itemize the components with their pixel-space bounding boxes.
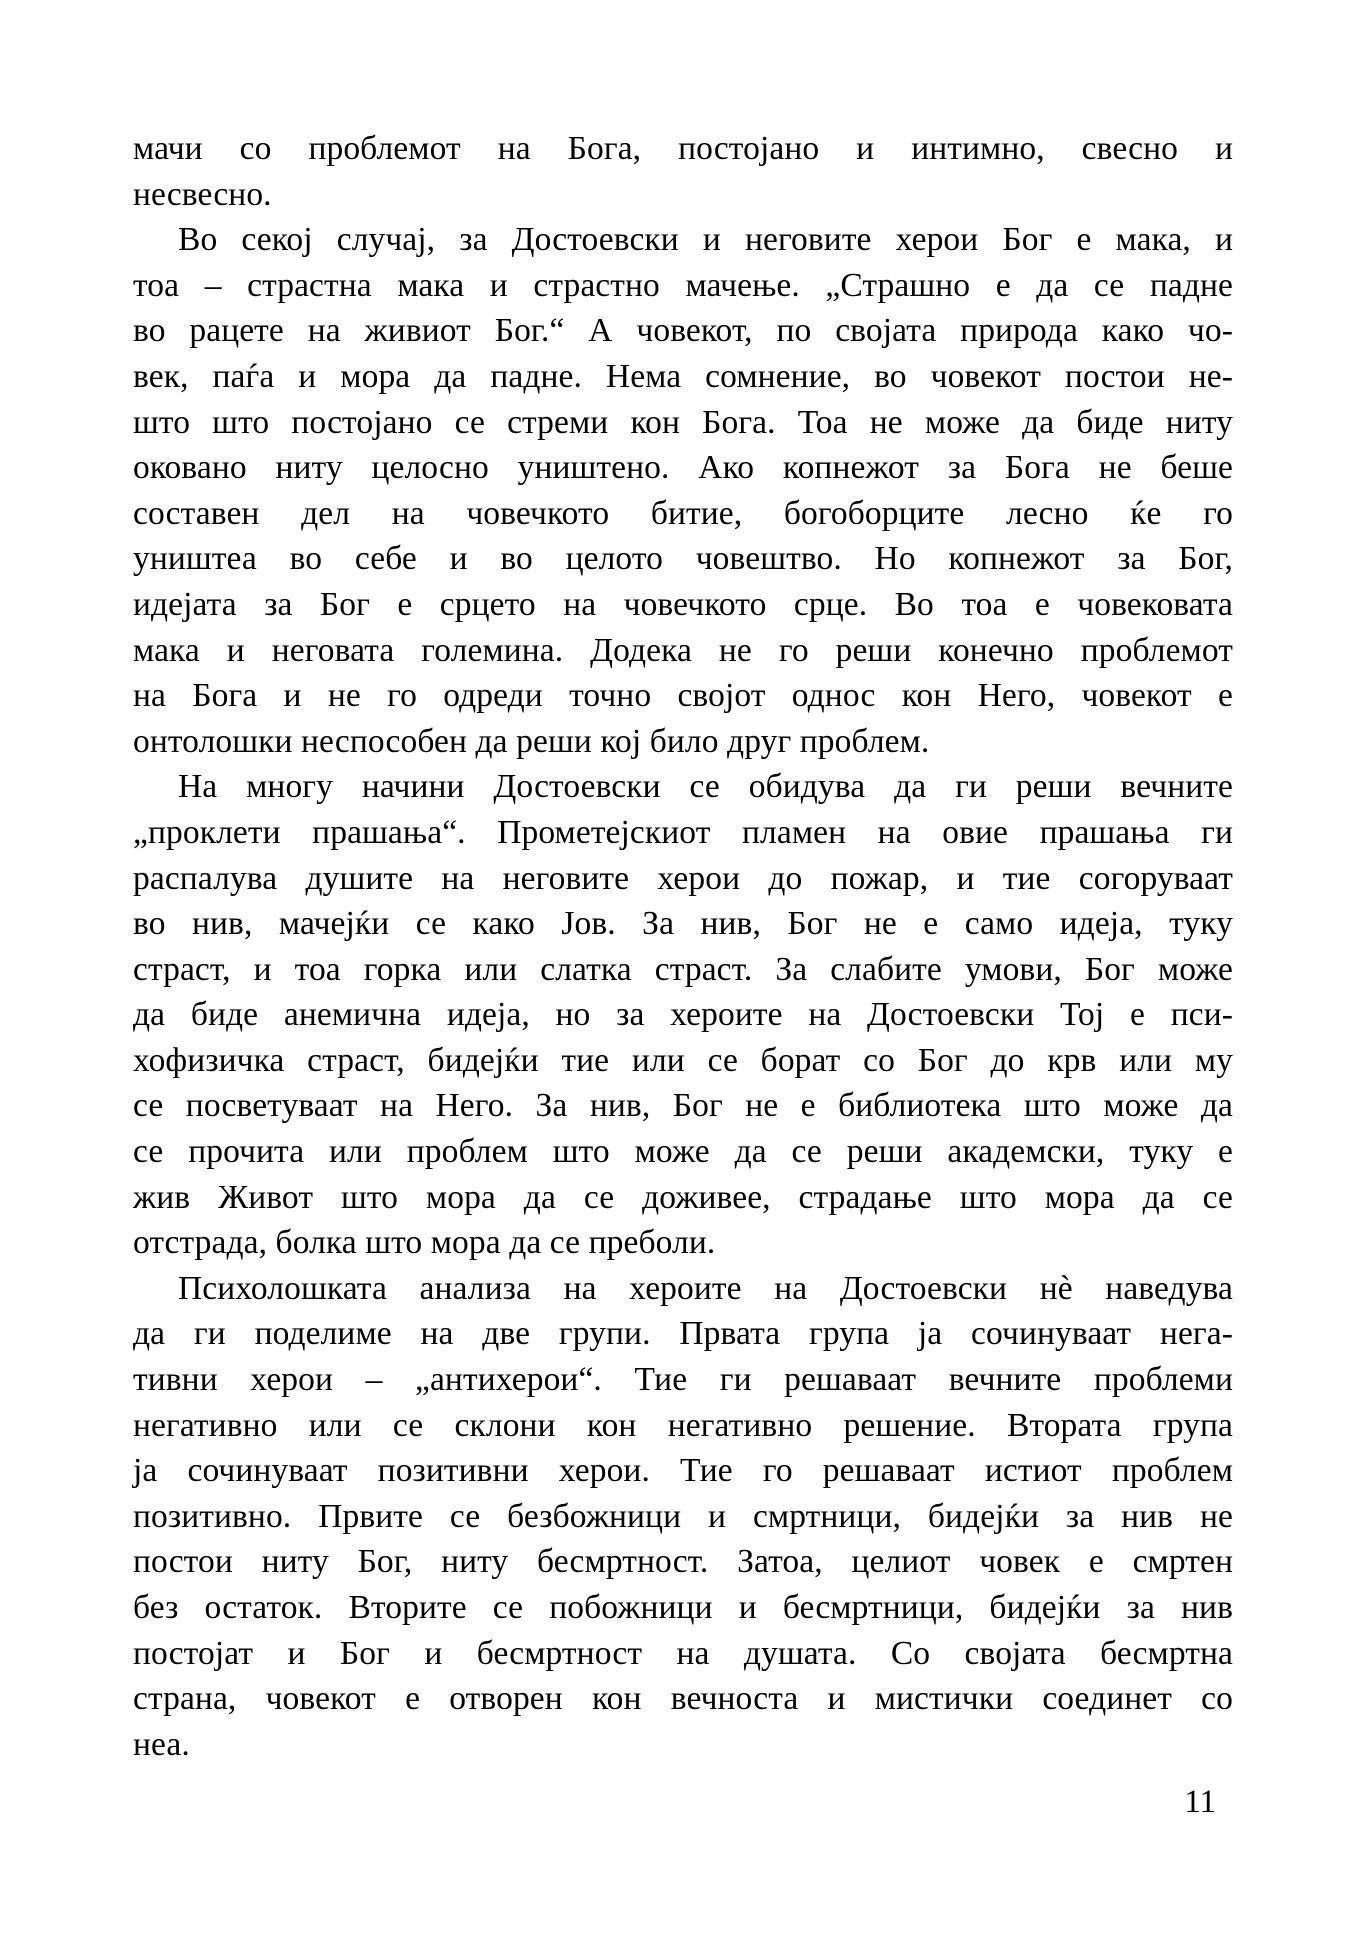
text-line: страна, човекот е отворен кон вечноста и мистички соединет со (133, 1680, 1233, 1718)
text-line: негативно или се склони кон негативно решение. Втората група (133, 1406, 1233, 1444)
text-line: мака и неговата големина. Додека не го реши конечно проблемот (133, 631, 1233, 669)
text-line: да биде анемична идеја, но за хероите на Достоевски Тој е пси- (133, 996, 1233, 1034)
text-line: постојат и Бог и бесмртност на душата. Со својата бесмртна (133, 1634, 1233, 1672)
text-line: во рацете на живиот Бог.“ А човекот, по својата природа како чо- (133, 312, 1233, 350)
text-line: неа. (133, 1725, 190, 1763)
text-line: несвесно. (133, 175, 272, 213)
text-line: На многу начини Достоевски се обидува да ги реши вечните (178, 768, 1233, 806)
text-line: без остаток. Вторите се побожници и бесмртници, бидејќи за нив (133, 1589, 1233, 1626)
text-line: да ги поделиме на две групи. Првата група ја сочинуваат нега- (133, 1315, 1233, 1353)
page-number: 11 (1184, 1784, 1216, 1820)
text-line: на Бога и не го одреди точно својот однос кон Него, човекот е (133, 677, 1233, 715)
text-line: се прочита или проблем што може да се реши академски, туку е (133, 1133, 1233, 1171)
text-line: распалува душите на неговите херои до пожар, и тие согоруваат (133, 859, 1233, 897)
text-block (133, 126, 1233, 1767)
text-line: позитивно. Првите се безбожници и смртници, бидејќи за нив не (133, 1497, 1233, 1535)
text-line: отстрада, болка што мора да се преболи. (133, 1224, 716, 1262)
text-line: тивни херои – „антихерои“. Тие ги решаваат вечните проблеми (133, 1361, 1233, 1399)
text-line: хофизичка страст, бидејќи тие или се борат со Бог до крв или му (133, 1041, 1233, 1079)
text-line: век, паѓа и мора да падне. Нема сомнение, во човекот постои не- (133, 357, 1233, 395)
text-line: Психолошката анализа на хероите на Достоевски нѐ наведува (178, 1269, 1233, 1307)
text-line: мачи со проблемот на Бога, постојано и интимно, свесно и (133, 130, 1233, 167)
text-line: жив Живот што мора да се доживее, страдање што мора да се (133, 1178, 1233, 1216)
paragraph (133, 764, 1233, 1266)
paragraph (133, 217, 1233, 764)
text-line: постои ниту Бог, ниту бесмртност. Затоа, целиот човек е смртен (133, 1543, 1233, 1581)
text-line: во нив, мачејќи се како Јов. За нив, Бог не е само идеја, туку (133, 905, 1233, 943)
text-line: што што постојано се стреми кон Бога. Тоа не може да биде ниту (133, 403, 1233, 441)
text-line: составен дел на човечкото битие, богоборците лесно ќе го (133, 494, 1233, 532)
paragraph (133, 126, 1233, 217)
text-line: страст, и тоа горка или слатка страст. За слабите умови, Бог може (133, 950, 1233, 988)
text-line: „проклети прашања“. Прометејскиот пламен на овие прашања ги (133, 813, 1233, 851)
text-line: Во секој случај, за Достоевски и неговите херои Бог е мака, и (178, 221, 1233, 259)
text-line: оковано ниту целосно уништено. Ако копнежот за Бога не беше (133, 449, 1233, 487)
text-line: онтолошки неспособен да реши кој било друг проблем. (133, 722, 930, 760)
text-line: уништеа во себе и во целото човештво. Но копнежот за Бог, (133, 540, 1233, 578)
text-line: ја сочинуваат позитивни херои. Тие го решаваат истиот проблем (133, 1452, 1233, 1490)
text-line: идејата за Бог е срцето на човечкото срце. Во тоа е човековата (133, 585, 1233, 623)
text-line: тоа – страстна мака и страстно мачење. „Страшно е да се падне (133, 266, 1233, 304)
paragraph (133, 1266, 1233, 1768)
text-line: се посветуваат на Него. За нив, Бог не е библиотека што може да (133, 1087, 1233, 1125)
